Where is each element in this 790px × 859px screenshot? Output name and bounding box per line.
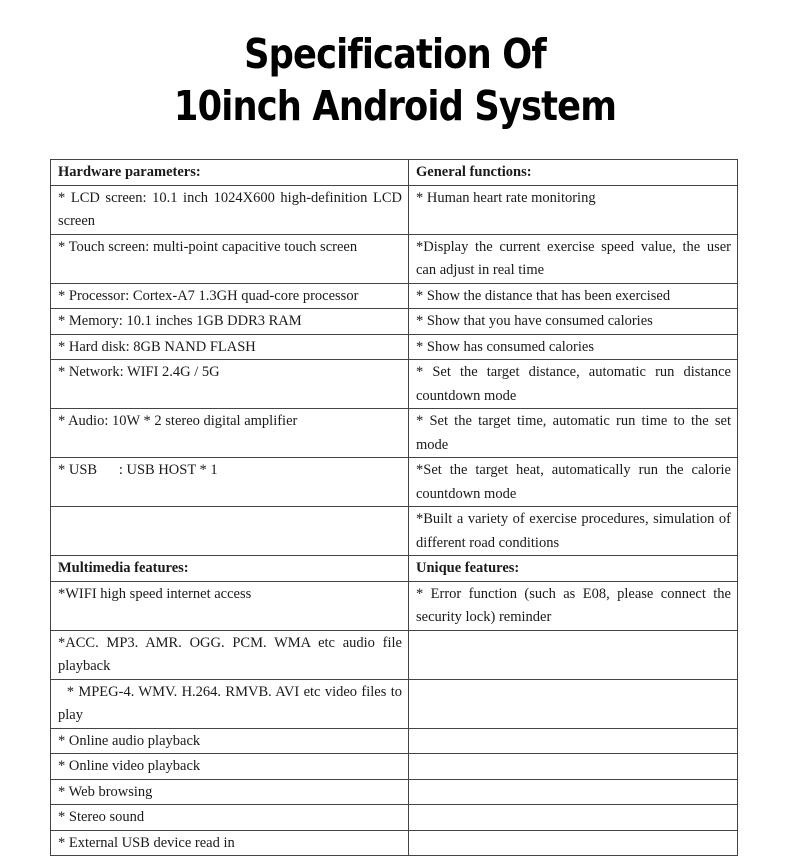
- table-cell-right: [409, 630, 738, 679]
- table-cell-right: *Set the target heat, automatically run the calorie countdown mode: [409, 458, 738, 507]
- table-row: [51, 679, 738, 728]
- table-cell-right: *Built a variety of exercise procedures, simulation of different road conditions: [409, 507, 738, 556]
- table-cell-left: * Web browsing: [51, 779, 409, 805]
- table-row: [51, 581, 738, 630]
- table-cell-left: * Memory: 10.1 inches 1GB DDR3 RAM: [51, 309, 409, 335]
- title-line-1: Specification Of: [244, 30, 546, 78]
- table-cell-right: * Show that you have consumed calories: [409, 309, 738, 335]
- table-cell-left: * Online video playback: [51, 754, 409, 780]
- table-cell-left: * Network: WIFI 2.4G / 5G: [51, 360, 409, 409]
- specification-table-body: [51, 160, 738, 856]
- table-cell-left: * MPEG-4. WMV. H.264. RMVB. AVI etc video files to play: [51, 679, 409, 728]
- table-cell-right: * Set the target distance, automatic run distance countdown mode: [409, 360, 738, 409]
- table-cell-right: [409, 728, 738, 754]
- table-cell-right: * Human heart rate monitoring: [409, 185, 738, 234]
- table-cell-left: *ACC. MP3. AMR. OGG. PCM. WMA etc audio file playback: [51, 630, 409, 679]
- table-cell-left: * External USB device read in: [51, 830, 409, 856]
- table-row: [51, 630, 738, 679]
- title-line-2: 10inch Android System: [173, 82, 617, 130]
- table-cell-left: * Stereo sound: [51, 805, 409, 831]
- table-cell-right: [409, 805, 738, 831]
- table-cell-right: * Error function (such as E08, please connect the security lock) reminder: [409, 581, 738, 630]
- section-header-left: Multimedia features:: [51, 556, 409, 582]
- table-cell-left: * Hard disk: 8GB NAND FLASH: [51, 334, 409, 360]
- table-cell-right: [409, 679, 738, 728]
- table-row: [51, 283, 738, 309]
- table-cell-right: [409, 754, 738, 780]
- table-row: [51, 728, 738, 754]
- section-header-row: [51, 160, 738, 186]
- table-cell-left: *WIFI high speed internet access: [51, 581, 409, 630]
- section-header-left: Hardware parameters:: [51, 160, 409, 186]
- table-row: [51, 334, 738, 360]
- table-cell-left: * LCD screen: 10.1 inch 1024X600 high-definition LCD screen: [51, 185, 409, 234]
- page-title: [55, 28, 734, 132]
- section-header-right: General functions:: [409, 160, 738, 186]
- table-cell-right: * Show has consumed calories: [409, 334, 738, 360]
- table-row: [51, 830, 738, 856]
- table-row: [51, 754, 738, 780]
- section-header-right: Unique features:: [409, 556, 738, 582]
- table-row: [51, 234, 738, 283]
- table-cell-right: [409, 830, 738, 856]
- table-cell-left: * Touch screen: multi-point capacitive touch screen: [51, 234, 409, 283]
- table-row: [51, 458, 738, 507]
- table-cell-right: * Show the distance that has been exercised: [409, 283, 738, 309]
- table-cell-left: * Online audio playback: [51, 728, 409, 754]
- table-cell-left: * USB : USB HOST * 1: [51, 458, 409, 507]
- table-row: [51, 185, 738, 234]
- table-row: [51, 507, 738, 556]
- table-row: [51, 779, 738, 805]
- table-cell-left: * Processor: Cortex-A7 1.3GH quad-core processor: [51, 283, 409, 309]
- table-row: [51, 409, 738, 458]
- table-row: [51, 360, 738, 409]
- table-row: [51, 805, 738, 831]
- table-cell-right: [409, 779, 738, 805]
- table-row: [51, 309, 738, 335]
- table-cell-right: *Display the current exercise speed value, the user can adjust in real time: [409, 234, 738, 283]
- section-header-row: [51, 556, 738, 582]
- table-cell-left: * Audio: 10W * 2 stereo digital amplifier: [51, 409, 409, 458]
- specification-table: [50, 159, 738, 856]
- table-cell-left: [51, 507, 409, 556]
- table-cell-right: * Set the target time, automatic run time to the set mode: [409, 409, 738, 458]
